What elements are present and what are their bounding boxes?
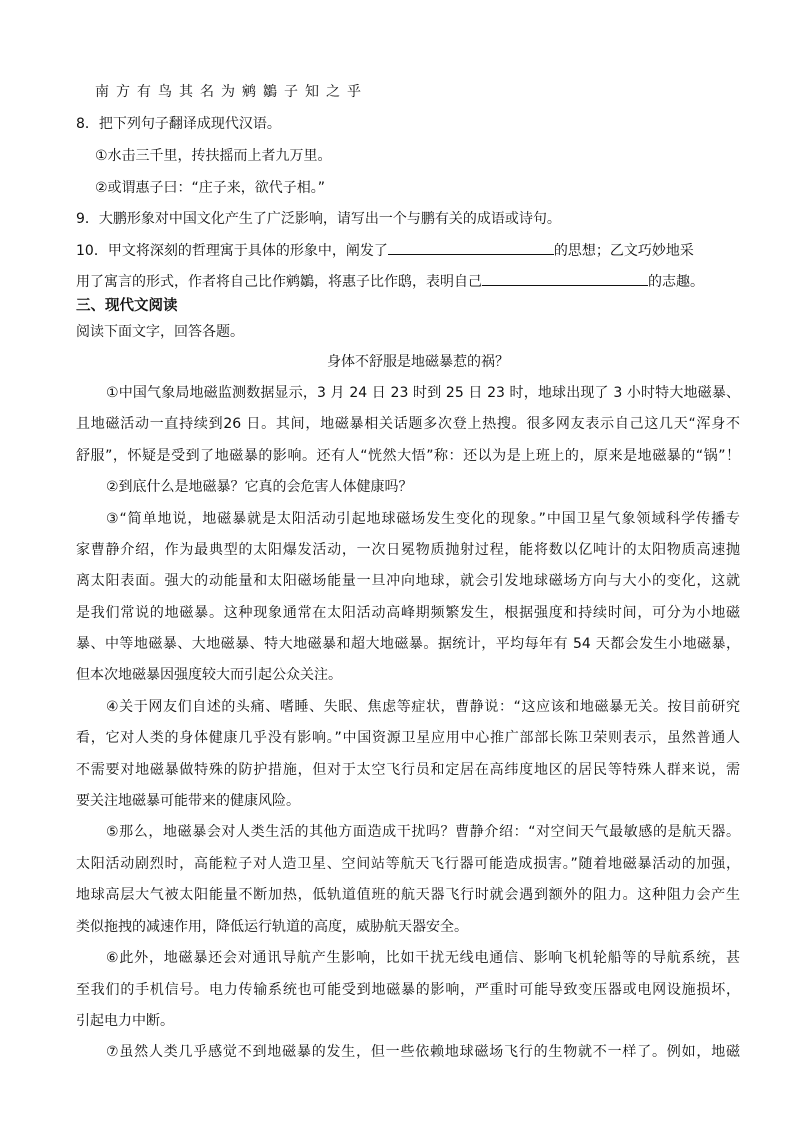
question-8-sentence-1: ①水击三千里，抟扶摇而上者九万里。	[95, 148, 332, 164]
article-title: 身体不舒服是地磁暴惹的祸？	[327, 354, 509, 370]
question-10-text-c: 用了寓言的形式，作者将自己比作鹓鶵，将惠子比作鸱，表明自己	[76, 274, 482, 290]
paragraph-5-line-3: 地球高层大气被太阳能量不断加热，低轨道值班的航天器飞行时就会遇到额外的阻力。这种阻力会产生	[76, 887, 740, 903]
question-8: 8．把下列句子翻译成现代汉语。	[76, 116, 281, 132]
paragraph-4-line-3: 不需要对地磁暴做特殊的防护措施，但对于太空飞行员和定居在高纬度地区的居民等特殊人群来说，需	[76, 762, 740, 778]
paragraph-3-line-5: 暴、中等地磁暴、大地磁暴、特大地磁暴和超大地磁暴。据统计，平均每年有 54 天都会发生小地磁暴，	[76, 636, 740, 652]
paragraph-3-line-6: 但本次地磁暴因强度较大而引起公众关注。	[76, 667, 342, 683]
paragraph-5-line-4: 类似拖拽的减速作用，降低运行轨道的高度，威胁航天器安全。	[76, 919, 468, 935]
paragraph-1-line-3: 舒服”，怀疑是受到了地磁暴的影响。还有人“恍然大悟”称：还以为是上班上的，原来是地磁暴的“锅”！	[76, 448, 740, 464]
paragraph-7-line-1: ⑦虽然人类几乎感觉不到地磁暴的发生，但一些依赖地球磁场飞行的生物就不一样了。例如，地磁	[106, 1044, 740, 1060]
instruction-text: 阅读下面文字，回答各题。	[76, 324, 244, 340]
paragraph-4-line-4: 要关注地磁暴可能带来的健康风险。	[76, 793, 300, 809]
paragraph-6-line-3: 引起电力中断。	[76, 1013, 174, 1029]
question-10-line-1	[76, 240, 694, 261]
paragraph-4-line-1: ④关于网友们自述的头痛、嗜睡、失眠、焦虑等症状，曹静说：“这应该和地磁暴无关。按目前研究	[106, 699, 740, 715]
question-10-text-b: 的思想；乙文巧妙地采	[553, 243, 694, 259]
paragraph-3-line-1: ③“简单地说，地磁暴就是太阳活动引起地球磁场发生变化的现象。”中国卫星气象领域科学传播专	[106, 511, 740, 527]
question-8-sentence-2: ②或谓惠子曰：“庄子来，欲代子相。”	[95, 180, 326, 196]
paragraph-3-line-2: 家曹静介绍，作为最典型的太阳爆发活动，一次日冕物质抛射过程，能将数以亿吨计的太阳物质高速抛	[76, 542, 740, 558]
paragraph-3-line-3: 离太阳表面。强大的动能量和太阳磁场能量一旦冲向地球，就会引发地球磁场方向与大小的变化，这就	[76, 573, 740, 589]
question-10-text-a: 10．甲文将深刻的哲理寓于具体的形象中，阐发了	[76, 243, 388, 259]
paragraph-1-line-2: 且地磁活动一直持续到26 日。其间，地磁暴相关话题多次登上热搜。很多网友表示自己这几天“浑身不	[76, 416, 740, 432]
question-10-line-2	[76, 271, 704, 292]
classical-text-line: 南方有鸟其名为鹓鶵子知之乎	[95, 84, 368, 100]
paragraph-4-line-2: 看，它对人类的身体健康几乎没有影响。”中国资源卫星应用中心推广部部长陈卫荣则表示，虽然普通人	[76, 730, 740, 746]
paragraph-5-line-2: 太阳活动剧烈时，高能粒子对人造卫星、空间站等航天飞行器可能造成损害。”随着地磁暴活动的加强，	[76, 856, 740, 872]
paragraph-6-line-2: 至我们的手机信号。电力传输系统也可能受到地磁暴的影响，严重时可能导致变压器或电网设施损坏，	[76, 982, 740, 998]
paragraph-1-line-1: ①中国气象局地磁监测数据显示，3 月 24 日 23 时到 25 日 23 时，地球出现了 3 小时特大地磁暴、	[106, 385, 740, 401]
paragraph-5-line-1: ⑤那么，地磁暴会对人类生活的其他方面造成干扰吗？曹静介绍：“对空间天气最敏感的是航天器。	[106, 824, 740, 840]
answer-blank-2[interactable]	[482, 271, 648, 286]
paragraph-6-line-1: ⑥此外，地磁暴还会对通讯导航产生影响，比如干扰无线电通信、影响飞机轮船等的导航系统，甚	[106, 950, 740, 966]
paragraph-2: ②到底什么是地磁暴？它真的会危害人体健康吗？	[106, 479, 413, 495]
section-heading: 三、现代文阅读	[76, 298, 178, 314]
paragraph-3-line-4: 是我们常说的地磁暴。这种现象通常在太阳活动高峰期频繁发生，根据强度和持续时间，可分为小地磁	[76, 605, 740, 621]
question-10-text-d: 的志趣。	[648, 274, 704, 290]
answer-blank-1[interactable]	[388, 240, 554, 255]
question-9: 9．大鹏形象对中国文化产生了广泛影响，请写出一个与鹏有关的成语或诗句。	[76, 211, 561, 227]
